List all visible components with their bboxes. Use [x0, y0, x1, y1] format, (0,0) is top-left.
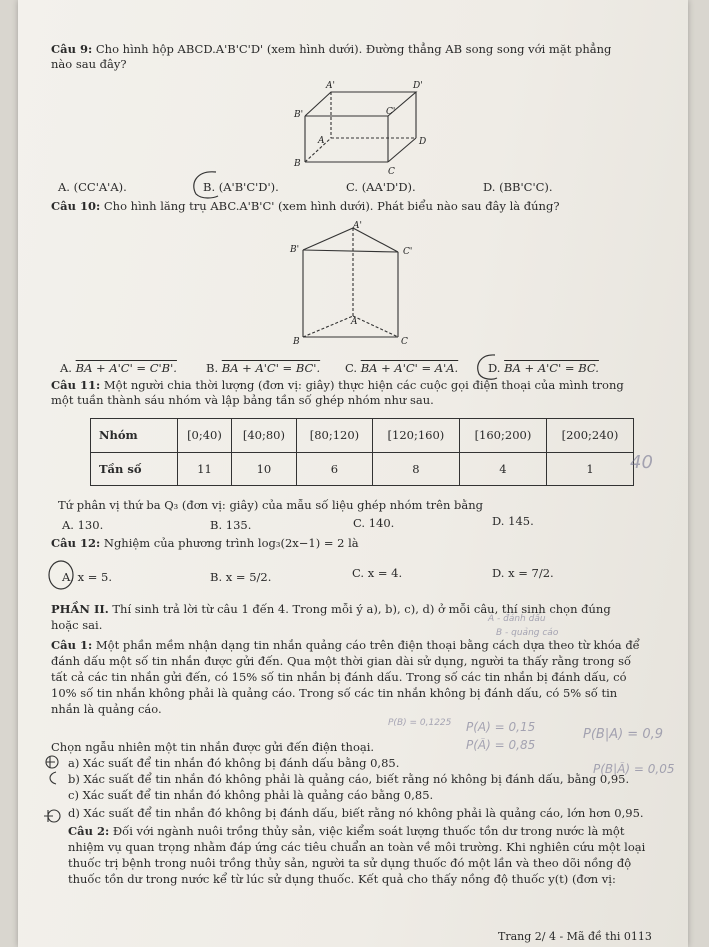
q11-option-d: D. 145.	[492, 514, 534, 528]
q12-option-c: C. x = 4.	[352, 566, 403, 580]
q9-label-B: B	[294, 159, 301, 169]
handwritten-pb-given-abar: P(B|Ā) = 0,05	[593, 762, 675, 776]
q10-option-b-prefix: B.	[206, 361, 219, 375]
table-header-cell: Tần số	[91, 452, 178, 486]
p2q1-line1	[51, 638, 640, 652]
q10-option-a-prefix: A.	[60, 361, 72, 375]
q10-title: Câu 10:	[51, 199, 101, 213]
q10-option-c-vectors: BA + A'C' = A'A.	[360, 361, 459, 375]
true-false-marks	[44, 752, 70, 826]
q11-line1	[51, 378, 624, 392]
p2q1-choose-line: Chọn ngẫu nhiên một tin nhắn được gửi đến điện thoại.	[51, 740, 375, 754]
p2q1-line3: tất cả các tin nhắn gửi đến, có 15% số tin nhắn bị đánh dấu. Trong số các tin nhắn bị đánh dấu, có	[51, 670, 627, 684]
handwritten-note-a: A - đánh dấu	[488, 614, 546, 624]
q10-label-A: A	[351, 317, 358, 327]
handwritten-total: 40	[630, 452, 653, 473]
q10-option-b	[206, 361, 320, 375]
handwritten-pa-bar: P(Ā) = 0,85	[466, 738, 536, 752]
p2q2-line4: thuốc tồn dư trong nước kể từ lúc sử dụng thuốc. Kết quả cho thấy nồng độ thuốc y(t) (đơn vị:	[68, 872, 616, 886]
q11-frequency-table	[90, 418, 634, 486]
q10-option-c-prefix: C.	[345, 361, 358, 375]
q10-label-C: C	[401, 337, 408, 347]
table-cell: [40;80)	[231, 419, 296, 453]
q10-label-A1: A'	[353, 221, 362, 231]
handwritten-pa: P(A) = 0,15	[466, 720, 536, 734]
table-cell: 11	[178, 452, 232, 486]
q12-option-a: A. x = 5.	[62, 570, 113, 584]
q11-option-b: B. 135.	[210, 518, 252, 532]
q9-text: Cho hình hộp ABCD.A'B'C'D' (xem hình dưới). Đường thẳng AB song song với mặt phẳng	[95, 42, 612, 56]
part2-line2: hoặc sai.	[51, 618, 103, 632]
q12-option-d: D. x = 7/2.	[492, 566, 554, 580]
p2q1-line5: nhắn là quảng cáo.	[51, 702, 162, 716]
q11-option-c: C. 140.	[353, 516, 395, 530]
handwritten-pb: P(B) = 0,1225	[388, 718, 452, 728]
p2q2-text: Đối với ngành nuôi trồng thủy sản, việc kiểm soát lượng thuốc tồn dư trong nước là một	[112, 824, 625, 838]
q9-label-D: D	[419, 137, 427, 147]
q12-title: Câu 12:	[51, 536, 101, 550]
p2q1-item-a: a) Xác suất để tin nhắn đó không bị đánh dấu bằng 0,85.	[68, 756, 400, 770]
exam-page	[18, 0, 688, 947]
q9-label-A: A	[318, 136, 325, 146]
q9-option-b: B. (A'B'C'D').	[203, 180, 279, 194]
table-cell: 8	[372, 452, 459, 486]
q10-option-d	[488, 361, 599, 375]
p2q2-line3: thuốc trị bệnh trong nuôi trồng thủy sản, người ta sử dụng thuốc đó một lần và theo dõi nồng độ	[68, 856, 632, 870]
q9-label-C: C	[388, 167, 395, 177]
q9-label-C1: C'	[386, 107, 396, 117]
table-cell: 4	[459, 452, 546, 486]
q9-label-B1: B'	[294, 110, 304, 120]
table-cell: 6	[296, 452, 372, 486]
q10-option-a	[60, 361, 177, 375]
q12-answer-circle-mark	[46, 558, 76, 592]
q10-option-d-vectors: BA + A'C' = BC.	[504, 361, 599, 375]
p2q1-line4: 10% số tin nhắn không phải là quảng cáo. Trong số các tin nhắn không bị đánh dấu, có 5% số tin	[51, 686, 618, 700]
p2q1-line2: đánh dấu một số tin nhắn được gửi đến. Qua một thời gian dài sử dụng, người ta thấy rằng trong số	[51, 654, 632, 668]
q9-line1	[51, 42, 611, 56]
q11-line2: một tuần thành sáu nhóm và lập bảng tần số ghép nhóm như sau.	[51, 393, 434, 407]
table-cell: [160;200)	[459, 419, 546, 453]
handwritten-note-b: B - quảng cáo	[496, 628, 559, 638]
p2q1-text: Một phần mềm nhận dạng tin nhắn quảng cáo trên điện thoại bằng cách dựa theo từ khóa để	[95, 638, 640, 652]
handwritten-pb-given-a: P(B|A) = 0,9	[583, 727, 664, 742]
q9-parallelepiped-figure	[268, 80, 438, 180]
q9-title: Câu 9:	[51, 42, 93, 56]
q11-option-a: A. 130.	[62, 518, 104, 532]
table-cell: [120;160)	[372, 419, 459, 453]
table-row	[91, 452, 634, 486]
table-cell: 10	[231, 452, 296, 486]
q10-option-a-vectors: BA + A'C' = C'B'.	[75, 361, 177, 375]
q9-line2: nào sau đây?	[51, 57, 127, 71]
q10-label-B1: B'	[290, 245, 300, 255]
q10-prism-figure	[273, 220, 428, 350]
q12-option-b: B. x = 5/2.	[210, 570, 272, 584]
q9-option-d: D. (BB'C'C).	[483, 180, 553, 194]
q9-label-A1: A'	[326, 81, 335, 91]
p2q2-title: Câu 2:	[68, 824, 110, 838]
q10-option-c	[345, 361, 458, 375]
q9-option-a: A. (CC'A'A).	[58, 180, 127, 194]
table-cell: [0;40)	[178, 419, 232, 453]
q10-option-d-prefix: D.	[488, 361, 501, 375]
q10-label-C1: C'	[403, 247, 413, 257]
q12-line	[51, 536, 359, 550]
table-header-cell: Nhóm	[91, 419, 178, 453]
p2q2-line1	[68, 824, 624, 838]
q9-label-D1: D'	[413, 81, 423, 91]
q12-text: Nghiệm của phương trình log₃(2x−1) = 2 là	[103, 536, 359, 550]
q11-title: Câu 11:	[51, 378, 101, 392]
table-row	[91, 419, 634, 453]
p2q2-line2: nhiệm vụ quan trọng nhằm đáp ứng các tiêu chuẩn an toàn về môi trường. Khi nghiên cứu một loại	[68, 840, 646, 854]
p2q1-item-b: b) Xác suất để tin nhắn đó không phải là quảng cáo, biết rằng nó không bị đánh dấu, bằng 0,95.	[68, 772, 630, 786]
q11-after-text: Tứ phân vị thứ ba Q₃ (đơn vị: giây) của mẫu số liệu ghép nhóm trên bằng	[58, 498, 484, 512]
table-cell: [200;240)	[546, 419, 633, 453]
q10-line1	[51, 199, 560, 213]
q9-answer-circle-mark	[186, 168, 226, 202]
p2q1-item-c: c) Xác suất để tin nhắn đó không phải là quảng cáo bằng 0,85.	[68, 788, 434, 802]
part2-text: Thí sinh trả lời từ câu 1 đến 4. Trong mỗi ý a), b), c), d) ở mỗi câu, thí sinh chọn đúng	[112, 602, 611, 616]
table-cell: 1	[546, 452, 633, 486]
p2q1-item-d: d) Xác suất để tin nhắn đó không bị đánh dấu, biết rằng nó không phải là quảng cáo, lớn hơn 0,95.	[68, 806, 644, 820]
part2-heading: PHẦN II.	[51, 602, 109, 616]
q9-option-c: C. (AA'D'D).	[346, 180, 416, 194]
p2q1-title: Câu 1:	[51, 638, 93, 652]
q10-text: Cho hình lăng trụ ABC.A'B'C' (xem hình dưới). Phát biểu nào sau đây là đúng?	[103, 199, 560, 213]
q10-label-B: B	[293, 337, 300, 347]
page-footer: Trang 2/ 4 - Mã đề thi 0113	[498, 930, 652, 943]
q10-option-b-vectors: BA + A'C' = BC'.	[221, 361, 321, 375]
table-cell: [80;120)	[296, 419, 372, 453]
q11-text: Một người chia thời lượng (đơn vị: giây) thực hiện các cuộc gọi điện thoại của mình trong	[103, 378, 624, 392]
